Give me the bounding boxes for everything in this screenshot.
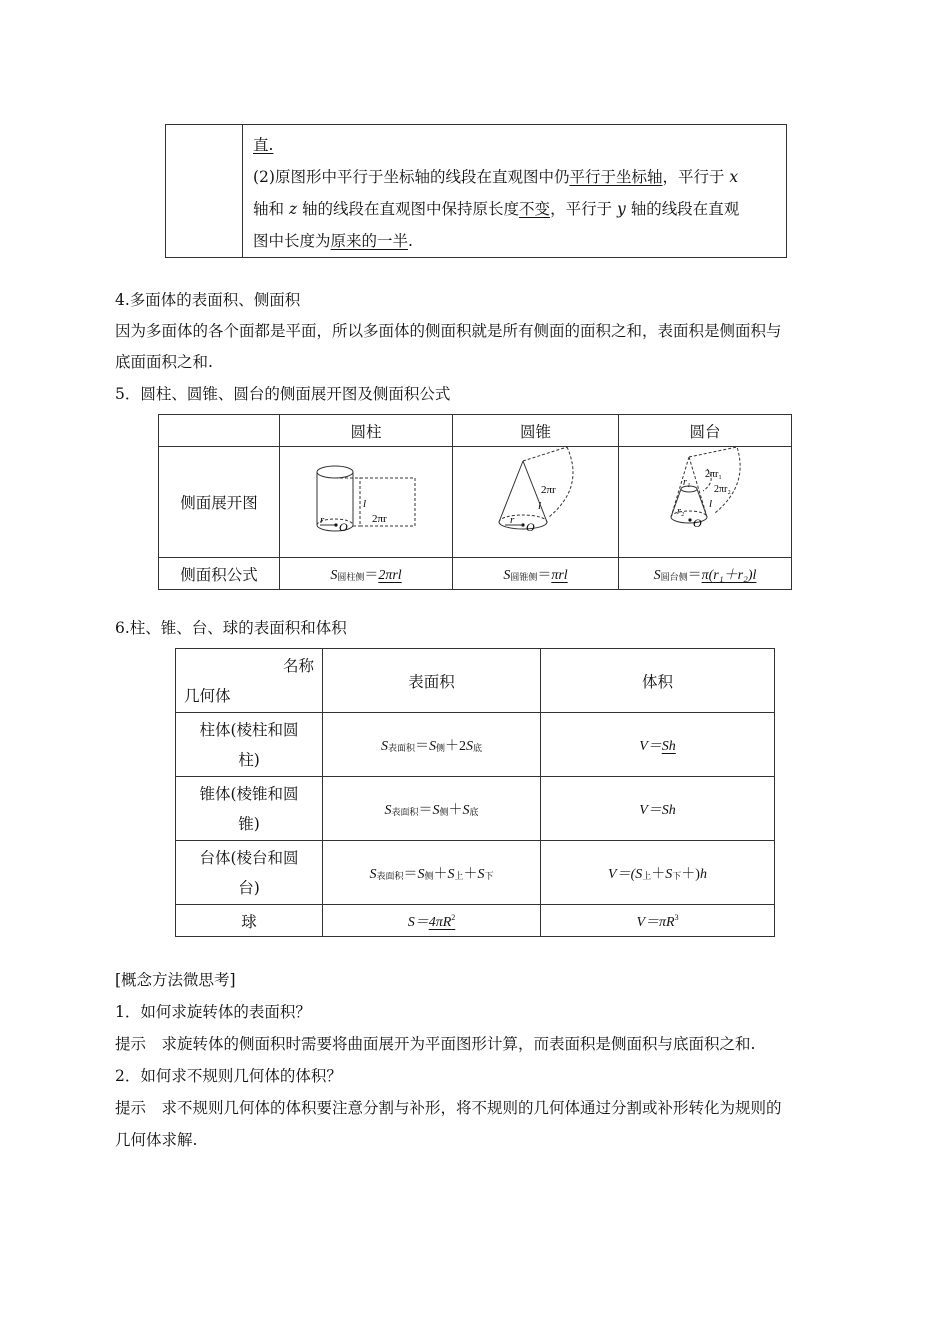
top-table-right-cell (243, 125, 787, 258)
cone-net-cell (453, 447, 619, 558)
frustum-label-l: l (709, 498, 713, 510)
volume-header-volume: 体积 (541, 649, 775, 713)
section5-heading: 5．圆柱、圆锥、圆台的侧面展开图及侧面积公式 (115, 385, 451, 403)
section4-para-line1: 因为多面体的各个面都是平面，所以多面体的侧面积就是所有侧面的面积之和，表面积是侧面积与 (115, 322, 782, 340)
volume-header-diagonal: 名称 几何体 (176, 649, 323, 713)
cylinder-label-l: l (363, 498, 367, 510)
top-table-line-0: 直. (253, 136, 274, 154)
top-table-line-1: (2)原图形中平行于坐标轴的线段在直观图中仍平行于坐标轴，平行于 x (253, 168, 739, 186)
cylinder-net-cell (280, 447, 453, 558)
lateral-row-net-label: 侧面展开图 (159, 447, 280, 558)
row-sphere-area: $S=4\pi R^2$ (323, 905, 541, 937)
top-table-left-cell (166, 125, 243, 258)
section6-heading: 6.柱、锥、台、球的表面积和体积 (115, 619, 347, 637)
lateral-header-cone: 圆锥 (453, 415, 619, 447)
lateral-header-frustum: 圆台 (619, 415, 792, 447)
row-prism-name: 柱体(棱柱和圆 柱) (176, 713, 323, 777)
think-a1: 提示 求旋转体的侧面积时需要将曲面展开为平面图形计算，而表面积是侧面积与底面积之和. (115, 1035, 756, 1053)
section4-heading: 4.多面体的表面积、侧面积 (115, 291, 301, 309)
row-prism-area: S表面积＝S侧＋2S底 (323, 713, 541, 777)
frustum-net-cell (619, 447, 792, 558)
think-q1: 1．如何求旋转体的表面积？ (115, 1003, 311, 1021)
cylinder-net-figure (280, 447, 452, 553)
frustum-label-2pir1: 2πr₁ (705, 469, 722, 480)
cone-formula: S圆锥侧＝πrl (453, 558, 619, 590)
row-sphere-volume: $V=\pi R^3$ (541, 905, 775, 937)
frustum-formula: S圆台侧＝π(r₁＋r₂)l (619, 558, 792, 590)
volume-table (175, 648, 775, 937)
frustum-net-figure (619, 447, 791, 553)
top-table-line-2: 轴和 z 轴的线段在直观图中保持原长度不变，平行于 y 轴的线段在直观 (253, 200, 740, 218)
cone-label-o: O (526, 520, 535, 534)
cone-label-2pir: 2πr (541, 484, 556, 496)
row-pyramid-name: 锥体(棱锥和圆 锥) (176, 777, 323, 841)
cone-net-figure (453, 447, 618, 553)
cylinder-formula: S圆柱侧＝2πrl (280, 558, 453, 590)
lateral-header-empty (159, 415, 280, 447)
row-frustum-name: 台体(棱台和圆 台) (176, 841, 323, 905)
row-sphere-name: 球 (176, 905, 323, 937)
row-frustum-area: S表面积＝S侧＋S上＋S下 (323, 841, 541, 905)
frustum-label-2pir2: 2πr₂ (714, 484, 731, 495)
cone-label-l: l (538, 500, 542, 512)
cylinder-label-r: r (320, 514, 325, 526)
lateral-row-formula-label: 侧面积公式 (159, 558, 280, 590)
top-table-line-3: 图中长度为原来的一半. (253, 232, 413, 250)
think-a2-line1: 提示 求不规则几何体的体积要注意分割与补形，将不规则的几何体通过分割或补形转化为规则的 (115, 1099, 782, 1117)
row-pyramid-volume: V＝Sh (541, 777, 775, 841)
think-q2: 2．如何求不规则几何体的体积？ (115, 1067, 342, 1085)
cylinder-label-o: O (339, 520, 348, 534)
lateral-header-cylinder: 圆柱 (280, 415, 453, 447)
think-a2-line2: 几何体求解. (115, 1131, 198, 1149)
frustum-label-r1: r₁ (683, 477, 691, 488)
cone-label-r: r (510, 514, 515, 526)
frustum-label-r2: r₂ (677, 506, 685, 517)
row-frustum-volume: V＝(S上＋S下＋)h (541, 841, 775, 905)
cylinder-label-2pir: 2πr (372, 513, 387, 525)
top-table-fragment (165, 124, 787, 258)
row-pyramid-area: S表面积＝S侧＋S底 (323, 777, 541, 841)
section4-para-line2: 底面面积之和. (115, 353, 213, 371)
think-heading: [概念方法微思考] (115, 971, 236, 989)
frustum-label-o: O (693, 516, 702, 530)
volume-header-area: 表面积 (323, 649, 541, 713)
row-prism-volume: V＝Sh (541, 713, 775, 777)
lateral-area-table (158, 414, 792, 590)
